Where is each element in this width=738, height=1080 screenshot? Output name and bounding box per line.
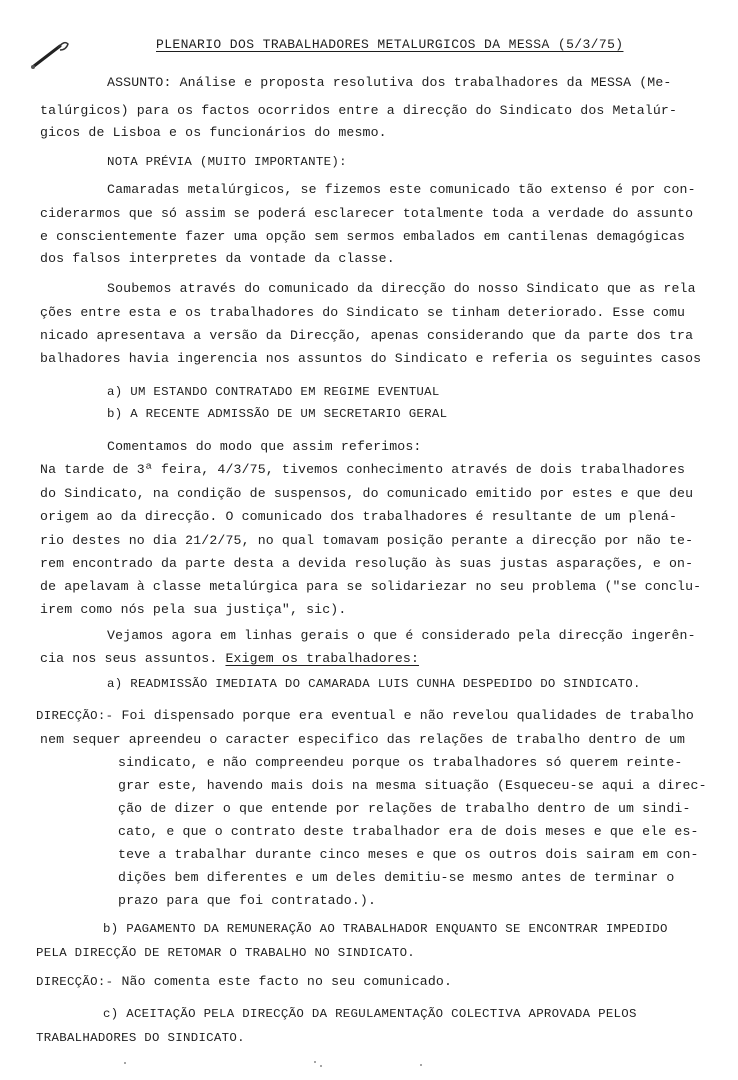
comentamos-line: irem como nós pela sua justiça", sic).: [40, 602, 347, 617]
demand-c: c) ACEITAÇÃO PELA DIRECÇÃO DA REGULAMENTAÇÃO COLECTIVA APROVADA PELOS: [103, 1007, 637, 1021]
exigem-label: Exigem os trabalhadores:: [225, 651, 420, 666]
vejamos-line: Vejamos agora em linhas gerais o que é considerado pela direcção ingerên-: [107, 628, 696, 643]
demand-b: b) PAGAMENTO DA REMUNERAÇÃO AO TRABALHADOR ENQUANTO SE ENCONTRAR IMPEDIDO: [103, 922, 668, 936]
direccao-a-line: grar este, havendo mais dois na mesma situação (Esqueceu-se aqui a direc-: [118, 778, 707, 793]
direccao-label: DIRECÇÃO:-: [36, 709, 114, 723]
direccao-b-text: Não comenta este facto no seu comunicado.: [121, 974, 453, 989]
direccao-a-line: ção de dizer o que entende por relações de trabalho dentro de um sindi-: [118, 801, 691, 816]
demand-c: TRABALHADORES DO SINDICATO.: [36, 1031, 245, 1045]
soubemos-line: Soubemos através do comunicado da direcção do nosso Sindicato que as rela: [107, 281, 696, 296]
scan-speck: [314, 1061, 316, 1063]
direccao-a-line: nem sequer apreendeu o caracter especifico das relações de trabalho dentro de um: [40, 732, 686, 747]
direccao-a-line: cato, e que o contrato deste trabalhador era de dois meses e que ele es-: [118, 824, 699, 839]
caso-item: a) UM ESTANDO CONTRATADO EM REGIME EVENTUAL: [107, 385, 440, 399]
comentamos-line: Na tarde de 3ª feira, 4/3/75, tivemos conhecimento através de dois trabalhadores: [40, 462, 686, 477]
assunto-line: ASSUNTO: Análise e proposta resolutiva dos trabalhadores da MESSA (Me-: [107, 75, 672, 90]
scan-speck: [124, 1062, 126, 1064]
nota-previa-heading: NOTA PRÉVIA (MUITO IMPORTANTE):: [107, 155, 347, 169]
document-title: PLENARIO DOS TRABALHADORES METALURGICOS DA MESSA (5/3/75): [156, 37, 624, 52]
caso-item: b) A RECENTE ADMISSÃO DE UM SECRETARIO GERAL: [107, 407, 448, 421]
soubemos-line: balhadores havia ingerencia nos assuntos do Sindicato e referia os seguintes casos: [40, 351, 702, 366]
direccao-b-line: [36, 974, 452, 990]
soubemos-line: nicado apresentava a versão da Direcção, apenas considerando que da parte dos tra: [40, 328, 694, 343]
soubemos-line: ções entre esta e os trabalhadores do Sindicato se tinham deteriorado. Esse comu: [40, 305, 686, 320]
nota-previa-line: dos falsos interpretes da vontade da classe.: [40, 251, 395, 266]
direccao-label: DIRECÇÃO:-: [36, 975, 114, 989]
direccao-a-line: dições bem diferentes e um deles demitiu-se mesmo antes de terminar o: [118, 870, 675, 885]
nota-previa-line: e conscientemente fazer uma opção sem sermos embalados em cantilenas demagógicas: [40, 229, 686, 244]
demand-b: PELA DIRECÇÃO DE RETOMAR O TRABALHO NO SINDICATO.: [36, 946, 416, 960]
demand-a: a) READMISSÃO IMEDIATA DO CAMARADA LUIS CUNHA DESPEDIDO DO SINDICATO.: [107, 677, 641, 691]
assunto-line: talúrgicos) para os factos ocorridos entre a direcção do Sindicato dos Metalúr-: [40, 103, 678, 118]
comentamos-line: origem ao da direcção. O comunicado dos trabalhadores é resultante de um plená-: [40, 509, 678, 524]
scan-speck: [420, 1064, 422, 1066]
comentamos-line: rio destes no dia 21/2/75, no qual tomavam posição perante a direcção por não te-: [40, 533, 694, 548]
nota-previa-line: Camaradas metalúrgicos, se fizemos este comunicado tão extenso é por con-: [107, 182, 696, 197]
vejamos-line: [40, 651, 419, 667]
direccao-a-line: prazo para que foi contratado.).: [118, 893, 377, 908]
assunto-line: gicos de Lisboa e os funcionários do mesmo.: [40, 125, 387, 140]
comentamos-line: de apelavam à classe metalúrgica para se solidariezar no seu problema ("se conclu-: [40, 579, 702, 594]
scan-speck: [320, 1065, 322, 1067]
direccao-a-line: teve a trabalhar durante cinco meses e que os outros dois sairam em con-: [118, 847, 699, 862]
comentamos-heading: Comentamos do modo que assim referimos:: [107, 439, 422, 454]
nota-previa-line: ciderarmos que só assim se poderá esclarecer totalmente toda a verdade do assunto: [40, 206, 694, 221]
vejamos-text: cia nos seus assuntos.: [40, 651, 218, 666]
direccao-a-line: sindicato, e não compreendeu porque os trabalhadores só querem reinte-: [118, 755, 683, 770]
handwritten-pen-mark-icon: [28, 36, 72, 72]
direccao-a-text: Foi dispensado porque era eventual e não revelou qualidades de trabalho: [121, 708, 694, 723]
direccao-a-line: [36, 708, 694, 724]
comentamos-line: do Sindicato, na condição de suspensos, do comunicado emitido por estes e que deu: [40, 486, 694, 501]
comentamos-line: rem encontrado da parte desta a devida resolução às suas justas asparações, e on-: [40, 556, 694, 571]
